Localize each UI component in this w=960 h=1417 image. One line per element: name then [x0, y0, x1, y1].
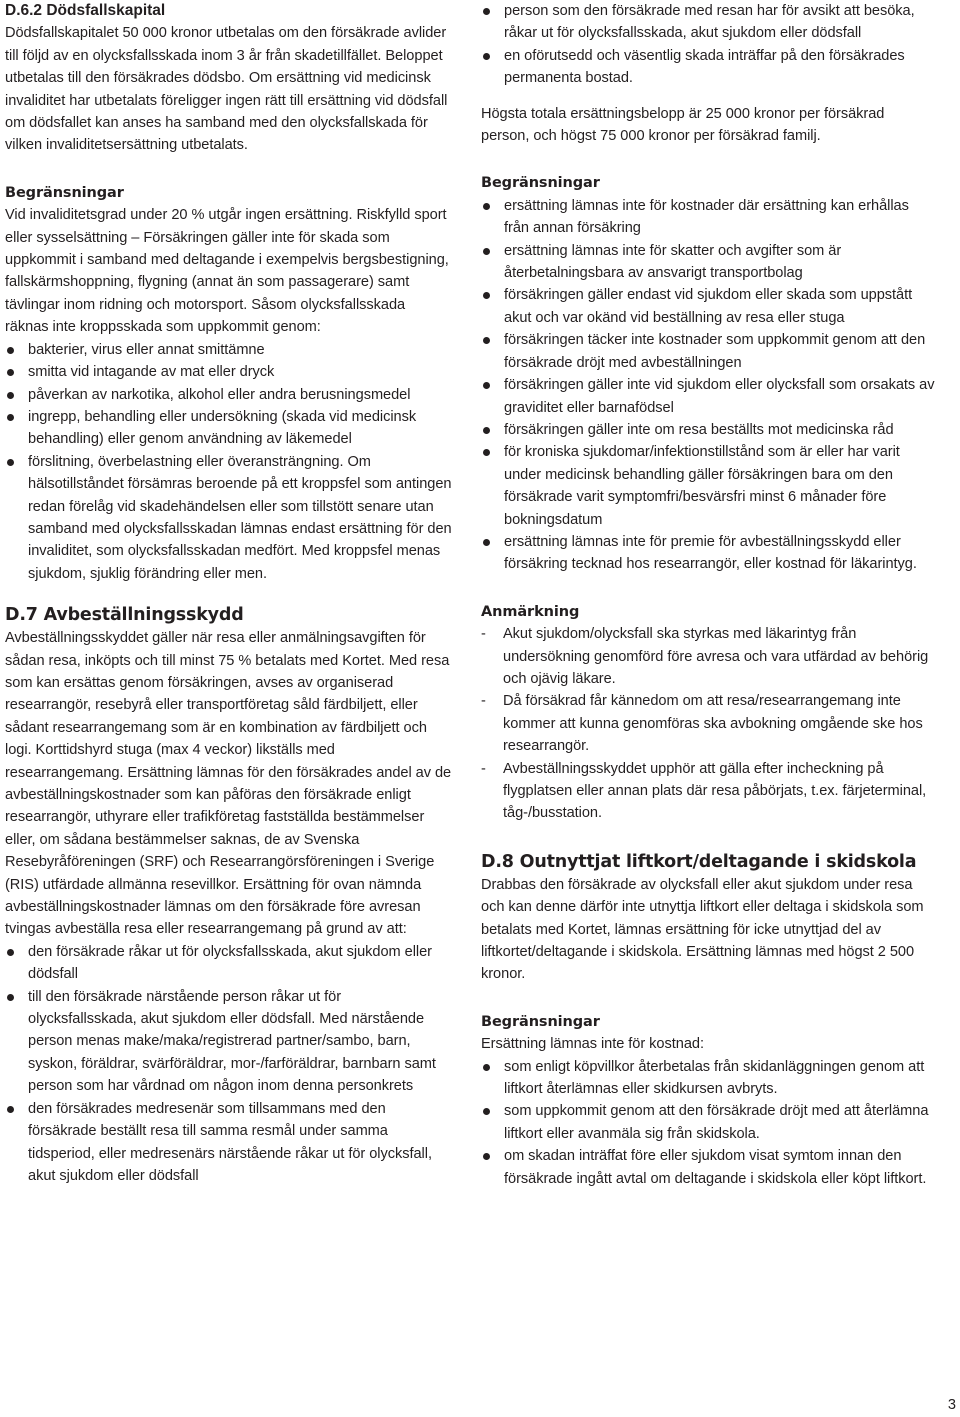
- list-item: ersättning lämnas inte för premie för avbeställningsskydd eller försäkring tecknad hos researrangör, eller kostnad för läkarintyg.: [481, 531, 936, 576]
- list-item: - Avbeställningsskyddet upphör att gälla efter incheckning på flygplatsen eller annan plats där resa påbörjats, t.ex. färjeterminal, tåg-/busstation.: [481, 760, 927, 822]
- list-item: försäkringen täcker inte kostnader som uppkommit genom att den försäkrade dröjt med avbeställningen: [481, 329, 936, 374]
- bullet-icon: [7, 347, 14, 354]
- bullet-icon: [7, 994, 14, 1001]
- limitations-list: [481, 1056, 936, 1190]
- list-item: den försäkrades medresenär som tillsammans med den försäkrade beställt resa till samma resmål under samma tidsperiod, eller medresenärs närstående råkar ut för olycksfall, akut sjukdom eller dödsfall: [5, 1098, 452, 1188]
- list-item: försäkringen gäller endast vid sjukdom eller skada som uppstått akut och var okänd vid beställning av resa eller stuga: [481, 284, 936, 329]
- list-item: den försäkrade råkar ut för olycksfallsskada, akut sjukdom eller dödsfall: [5, 941, 452, 986]
- limitations-heading: Begränsningar: [5, 184, 124, 201]
- list-item: bakterier, virus eller annat smittämne: [5, 339, 452, 361]
- cancellation-reasons-list-cont: [481, 0, 936, 90]
- bullet-icon: [483, 1153, 490, 1160]
- bullet-icon: [483, 248, 490, 255]
- list-item: som uppkommit genom att den försäkrade dröjt med att återlämna liftkort eller avanmäla sig från skidskola.: [481, 1100, 936, 1145]
- list-item: för kroniska sjukdomar/infektionstillstånd som är eller har varit under medicinsk behandling gäller försäkringen bara om den försäkrade varit symptomfri/besvärsfri minst 6 månader före bokningsdatum: [481, 441, 936, 531]
- bullet-icon: [7, 949, 14, 956]
- limitations-heading: Begränsningar: [481, 1013, 600, 1030]
- list-item: - Akut sjukdom/olycksfall ska styrkas med läkarintyg från undersökning genomförd före avresa och vara utfärdad av behörig och ojävig läkare.: [481, 626, 929, 687]
- bullet-icon: [7, 1106, 14, 1113]
- list-item: om skadan inträffat före eller sjukdom visat symtom innan den försäkrade ingått avtal om deltagande i skidskola eller köpt liftkort.: [481, 1145, 936, 1190]
- section-d62-title: D.6.2 Dödsfallskapital: [5, 2, 166, 19]
- page-number: 3: [947, 1397, 956, 1413]
- section-d8-text: Drabbas den försäkrade av olycksfall eller akut sjukdom under resa och kan denne därför inte utnyttja liftkort eller deltaga i skidskola som betalats med Kortet, lämnas ersättning för icke utnyttjad del av liftkortet/deltagande i skidskola. Ersättning lämnas med högst 2 500 kronor.: [481, 876, 924, 983]
- list-item: ersättning lämnas inte för skatter och avgifter som är återbetalningsbara av ansvarigt transportbolag: [481, 240, 936, 285]
- limitations-text: Ersättning lämnas inte för kostnad:: [481, 1036, 704, 1053]
- list-item: som enligt köpvillkor återbetalas från skidanläggningen genom att liftkort återlämnas eller skidkursen avbryts.: [481, 1056, 936, 1101]
- list-item: ingrepp, behandling eller undersökning (skada vid medicinsk behandling) eller genom användning av läkemedel: [5, 406, 452, 451]
- bullet-icon: [7, 392, 14, 399]
- bullet-icon: [7, 369, 14, 376]
- list-item: förslitning, överbelastning eller överansträngning. Om hälsotillståndet försämras beroende på ett kroppsfel som antingen redan förelåg vid skadehändelsen eller som tillstött senare utan samband med olycksfallsskadan lämnas endast ersättning för den invaliditet, som olycksfallsskadan medfört. Med kroppsfel menas sjukdom, sjuklig förändring eller men.: [5, 451, 452, 585]
- right-column: [481, 0, 936, 1190]
- list-item: påverkan av narkotika, alkohol eller andra berusningsmedel: [5, 384, 452, 406]
- bullet-icon: [483, 382, 490, 389]
- section-d7-text: Avbeställningsskyddet gäller när resa eller anmälningsavgiften för sådan resa, inköpts och till minst 75 % betalats med Kortet. Med resa som kan ersättas genom försäkringen, avses av organiserad researrangör, resebyrå eller transportföretag såld färdbiljett, eller sådant researrangemang som är en kombination av färdbiljett och logi. Korttidshyrd stuga (max 4 veckor) likställs med researrangemang. Ersättning lämnas för den försäkrades andel av de avbeställningskostnader som kan påföras den försäkrade enligt researrangör, uthyrare eller trafikföretag fastställda bestämmelser eller, om sådana bestämmelser saknas, de av Svenska Resebyråföreningen (SRF) och Researrangörsföreningen i Sverige (RIS) utfärdade allmänna resevillkor. Ersättning för ovan nämnda avbeställningskostnader lämnas om den försäkrade före avresan tvingas avbeställa resa eller researrangemang på grund av att:: [5, 630, 452, 938]
- list-item: en oförutsedd och väsentlig skada inträffar på den försäkrades permanenta bostad.: [481, 45, 936, 90]
- list-item: ersättning lämnas inte för kostnader där ersättning kan erhållas från annan försäkring: [481, 195, 936, 240]
- bullet-icon: [483, 1064, 490, 1071]
- list-item: - Då försäkrad får kännedom om att resa/researrangemang inte kommer att kunna genomföras ska avbokning omgående ske hos researrangör.: [481, 693, 923, 755]
- list-item: person som den försäkrade med resan har för avsikt att besöka, råkar ut för olycksfallsskada, akut sjukdom eller dödsfall: [481, 0, 936, 45]
- bullet-icon: [483, 427, 490, 434]
- bullet-icon: [7, 414, 14, 421]
- bullet-icon: [483, 8, 490, 15]
- list-item: smitta vid intagande av mat eller dryck: [5, 361, 452, 383]
- bullet-icon: [483, 337, 490, 344]
- bullet-icon: [483, 292, 490, 299]
- list-item: försäkringen gäller inte vid sjukdom eller olycksfall som orsakats av graviditet eller barnafödsel: [481, 374, 936, 419]
- list-item: till den försäkrade närstående person råkar ut för olycksfallsskada, akut sjukdom eller dödsfall. Med närstående person menas make/maka/registrerad partner/sambo, barn, syskon, föräldrar, svärföräldrar, mor-/farföräldrar, barnbarn samt person som har vårdnad om någon inom denna personkrets: [5, 986, 452, 1098]
- bullet-icon: [483, 539, 490, 546]
- limitations-list: [5, 339, 452, 585]
- cancellation-reasons-list: [5, 941, 452, 1187]
- bullet-icon: [483, 53, 490, 60]
- bullet-icon: [7, 459, 14, 466]
- bullet-icon: [483, 449, 490, 456]
- list-item: försäkringen gäller inte om resa beställts mot medicinska råd: [481, 419, 936, 441]
- limitations-text: Vid invaliditetsgrad under 20 % utgår ingen ersättning. Riskfylld sport eller sysselsättning – Försäkringen gäller inte för skada som uppkommit i samband med deltagande i exempelvis bergsbestigning, fallskärmshoppning, flygning (annat än som passagerare) samt tävlingar inom ridning och motorsport. Såsom olycksfallsskada räknas inte kroppsskada som uppkommit genom:: [5, 207, 449, 336]
- remark-list: [481, 623, 936, 825]
- limitations-heading: Begränsningar: [481, 175, 600, 192]
- section-d62-text: Dödsfallskapitalet 50 000 kronor utbetalas om den försäkrade avlider till följd av en olycksfallsskada inom 3 år från skadetillfället. Beloppet utbetalas till den försäkrades dödsbo. Om ersättning vid medicinsk invaliditet har utbetalats föreligger ingen rätt till ersättning vid dödsfall om dödsfallet kan anses ha samband med den olycksfallskada för vilken invaliditetsersättning utbetalats.: [5, 25, 448, 154]
- bullet-icon: [483, 203, 490, 210]
- bullet-icon: [483, 1108, 490, 1115]
- left-column: [5, 0, 452, 1187]
- remark-heading: Anmärkning: [481, 603, 580, 620]
- section-d8-title: D.8 Outnyttjat liftkort/deltagande i skidskola: [481, 851, 917, 872]
- limitations-list: [481, 195, 936, 576]
- section-d7-title: D.7 Avbeställningsskydd: [5, 605, 244, 626]
- max-amount-text: Högsta totala ersättningsbelopp är 25 000 kronor per försäkrad person, och högst 75 000 kronor per försäkrad familj.: [481, 105, 885, 145]
